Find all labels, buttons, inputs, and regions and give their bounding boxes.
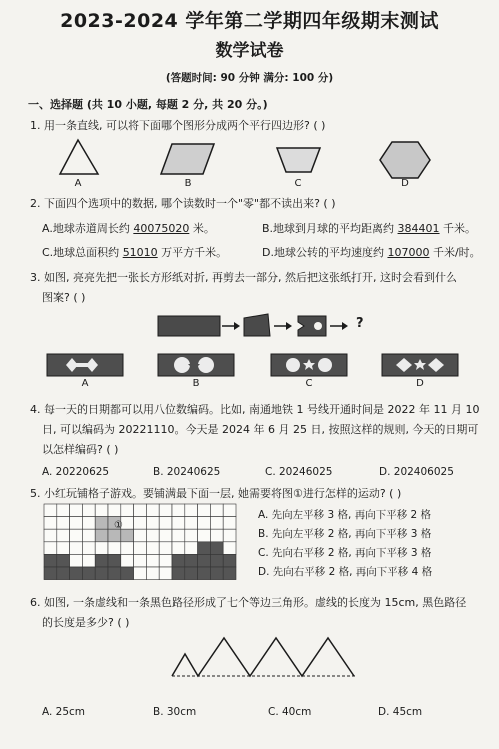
grid-cell bbox=[108, 554, 121, 567]
q5-tile-grid bbox=[44, 504, 244, 582]
grid-cell bbox=[57, 529, 70, 542]
grid-cell bbox=[185, 517, 198, 530]
grid-cell bbox=[146, 529, 159, 542]
grid-cell bbox=[108, 567, 121, 580]
grid-cell bbox=[44, 529, 57, 542]
grid-cell bbox=[198, 554, 211, 567]
q4-stem-line2: 日, 可以编码为 20221110。今天是 2024 年 6 月 25 日, 按照这样的规则, 今天的日期可 bbox=[42, 423, 479, 436]
grid-cell bbox=[108, 529, 121, 542]
grid-cell bbox=[70, 529, 83, 542]
grid-cell bbox=[172, 504, 185, 517]
q6-stem-line2: 的长度是多少? ( ) bbox=[42, 616, 130, 629]
grid-cell bbox=[57, 542, 70, 555]
grid-cell bbox=[121, 567, 134, 580]
grid-cell bbox=[223, 554, 236, 567]
grid-cell bbox=[159, 504, 172, 517]
exam-info: (答题时间: 90 分钟 满分: 100 分) bbox=[165, 72, 334, 84]
q4-option-d: D. 202406025 bbox=[379, 466, 454, 478]
grid-cell bbox=[159, 554, 172, 567]
grid-cell bbox=[70, 567, 83, 580]
grid-cell bbox=[82, 529, 95, 542]
exam-subtitle: 数学试卷 bbox=[215, 41, 284, 61]
grid-cell bbox=[121, 529, 134, 542]
grid-cell bbox=[210, 542, 223, 555]
grid-cell bbox=[82, 504, 95, 517]
grid-cell bbox=[210, 504, 223, 517]
grid-cell bbox=[146, 542, 159, 555]
grid-cell bbox=[210, 567, 223, 580]
grid-cell bbox=[146, 554, 159, 567]
grid-cell bbox=[198, 529, 211, 542]
q5-stem: 5. 小红玩铺格子游戏。要铺满最下面一层, 她需要将图①进行怎样的运动? ( ) bbox=[30, 487, 402, 500]
q5-option-c: C. 先向右平移 2 格, 再向下平移 3 格 bbox=[258, 547, 432, 559]
grid-cell bbox=[198, 542, 211, 555]
grid-cell bbox=[70, 542, 83, 555]
grid-cell bbox=[108, 504, 121, 517]
grid-cell bbox=[172, 529, 185, 542]
grid-cell bbox=[146, 517, 159, 530]
grid-cell bbox=[185, 504, 198, 517]
grid-cell bbox=[95, 529, 108, 542]
grid-cell bbox=[121, 542, 134, 555]
grid-cell bbox=[121, 554, 134, 567]
q1-label-a: A bbox=[74, 178, 82, 189]
q1-label-c: C bbox=[294, 178, 302, 189]
grid-cell bbox=[159, 567, 172, 580]
q6-triangle-figure bbox=[0, 636, 499, 696]
grid-cell bbox=[185, 567, 198, 580]
grid-cell bbox=[134, 504, 147, 517]
grid-cell bbox=[223, 529, 236, 542]
grid-cell bbox=[210, 554, 223, 567]
q1-trapezoid bbox=[277, 148, 320, 172]
grid-cell bbox=[108, 542, 121, 555]
q2-option-c: C.地球总面积约 51010 万平方千米。 bbox=[42, 246, 228, 259]
q1-label-d: D bbox=[401, 178, 409, 189]
q3-folded-paper bbox=[244, 314, 270, 336]
q4-option-a: A. 20220625 bbox=[42, 466, 110, 478]
grid-cell bbox=[172, 567, 185, 580]
q3-folding-sequence bbox=[0, 312, 499, 352]
grid-cell bbox=[95, 567, 108, 580]
grid-cell bbox=[159, 517, 172, 530]
grid-cell bbox=[210, 529, 223, 542]
q3-stem-line2: 图案? ( ) bbox=[42, 291, 86, 304]
q5-option-b: B. 先向左平移 2 格, 再向下平移 3 格 bbox=[258, 528, 432, 540]
grid-cell bbox=[146, 504, 159, 517]
q3-label-c: C bbox=[305, 378, 313, 389]
q4-stem-line3: 以怎样编码? ( ) bbox=[42, 443, 119, 456]
grid-cell bbox=[223, 517, 236, 530]
q2-option-d: D.地球公转的平均速度约 107000 千米/时。 bbox=[262, 246, 481, 259]
grid-cell bbox=[57, 554, 70, 567]
q6-option-c: C. 40cm bbox=[268, 706, 312, 718]
q4-stem-line1: 4. 每一天的日期都可以用八位数编码。比如, 南通地铁 1 号线开通时间是 2022 年 11 月 10 bbox=[30, 403, 480, 416]
q3-question-mark: ? bbox=[356, 316, 364, 331]
grid-cell bbox=[185, 529, 198, 542]
grid-cell bbox=[198, 517, 211, 530]
grid-cell bbox=[134, 567, 147, 580]
grid-cell bbox=[70, 554, 83, 567]
grid-cell bbox=[44, 504, 57, 517]
q1-stem: 1. 用一条直线, 可以将下面哪个图形分成两个平行四边形? ( ) bbox=[30, 119, 326, 132]
grid-cell bbox=[57, 504, 70, 517]
q3-label-b: B bbox=[192, 378, 200, 389]
q4-option-b: B. 20240625 bbox=[153, 466, 221, 478]
grid-cell bbox=[134, 517, 147, 530]
grid-cell bbox=[134, 542, 147, 555]
grid-cell bbox=[210, 517, 223, 530]
q2-option-a: A.地球赤道周长约 40075020 米。 bbox=[42, 222, 215, 235]
q6-option-b: B. 30cm bbox=[153, 706, 197, 718]
grid-cell bbox=[146, 567, 159, 580]
grid-cell bbox=[121, 504, 134, 517]
grid-cell bbox=[134, 529, 147, 542]
q2-stem: 2. 下面四个选项中的数据, 哪个读数时一个"零"都不读出来? ( ) bbox=[30, 197, 336, 210]
q6-black-path bbox=[172, 638, 354, 676]
grid-cell bbox=[172, 542, 185, 555]
grid-cell bbox=[159, 529, 172, 542]
grid-cell bbox=[44, 567, 57, 580]
q6-stem-line1: 6. 如图, 一条虚线和一条黑色路径形成了七个等边三角形。虚线的长度为 15cm, 黑色路径 bbox=[30, 596, 467, 609]
grid-cell bbox=[82, 567, 95, 580]
grid-cell bbox=[95, 504, 108, 517]
grid-cell bbox=[134, 554, 147, 567]
grid-cell bbox=[223, 542, 236, 555]
grid-cell bbox=[95, 554, 108, 567]
grid-cell bbox=[57, 567, 70, 580]
q5-option-a: A. 先向左平移 3 格, 再向下平移 2 格 bbox=[258, 509, 432, 521]
grid-cell bbox=[95, 542, 108, 555]
grid-cell bbox=[172, 554, 185, 567]
grid-cell bbox=[70, 504, 83, 517]
grid-cell bbox=[82, 517, 95, 530]
q6-option-a: A. 25cm bbox=[42, 706, 86, 718]
grid-cell bbox=[70, 517, 83, 530]
q3-paper-sheet bbox=[158, 316, 220, 336]
grid-cell bbox=[44, 542, 57, 555]
grid-cell bbox=[185, 542, 198, 555]
q5-piece-marker: ① bbox=[114, 520, 123, 531]
grid-cell bbox=[198, 567, 211, 580]
q3-label-a: A bbox=[81, 378, 89, 389]
q3-stem-line1: 3. 如图, 亮亮先把一张长方形纸对折, 再剪去一部分, 然后把这张纸打开, 这时会看到什么 bbox=[30, 271, 457, 284]
q1-triangle bbox=[60, 140, 98, 174]
grid-cell bbox=[82, 542, 95, 555]
grid-cell bbox=[185, 554, 198, 567]
grid-cell bbox=[172, 517, 185, 530]
q1-parallelogram bbox=[161, 144, 214, 174]
grid-cell bbox=[57, 517, 70, 530]
exam-title: 2023-2024 学年第二学期四年级期末测试 bbox=[60, 10, 439, 32]
grid-cell bbox=[223, 567, 236, 580]
q6-option-d: D. 45cm bbox=[378, 706, 423, 718]
section-heading: 一、选择题 (共 10 小题, 每题 2 分, 共 20 分。) bbox=[28, 98, 268, 111]
q1-label-b: B bbox=[184, 178, 192, 189]
q5-option-d: D. 先向右平移 2 格, 再向下平移 4 格 bbox=[258, 566, 433, 578]
grid-cell bbox=[159, 542, 172, 555]
grid-cell bbox=[82, 554, 95, 567]
q3-label-d: D bbox=[416, 378, 424, 389]
grid-cell bbox=[44, 554, 57, 567]
grid-cell bbox=[44, 517, 57, 530]
q4-option-c: C. 20246025 bbox=[265, 466, 333, 478]
q2-option-b: B.地球到月球的平均距离约 384401 千米。 bbox=[262, 222, 477, 235]
q1-hexagon bbox=[380, 142, 430, 178]
grid-cell bbox=[223, 504, 236, 517]
grid-cell bbox=[95, 517, 108, 530]
grid-cell bbox=[198, 504, 211, 517]
